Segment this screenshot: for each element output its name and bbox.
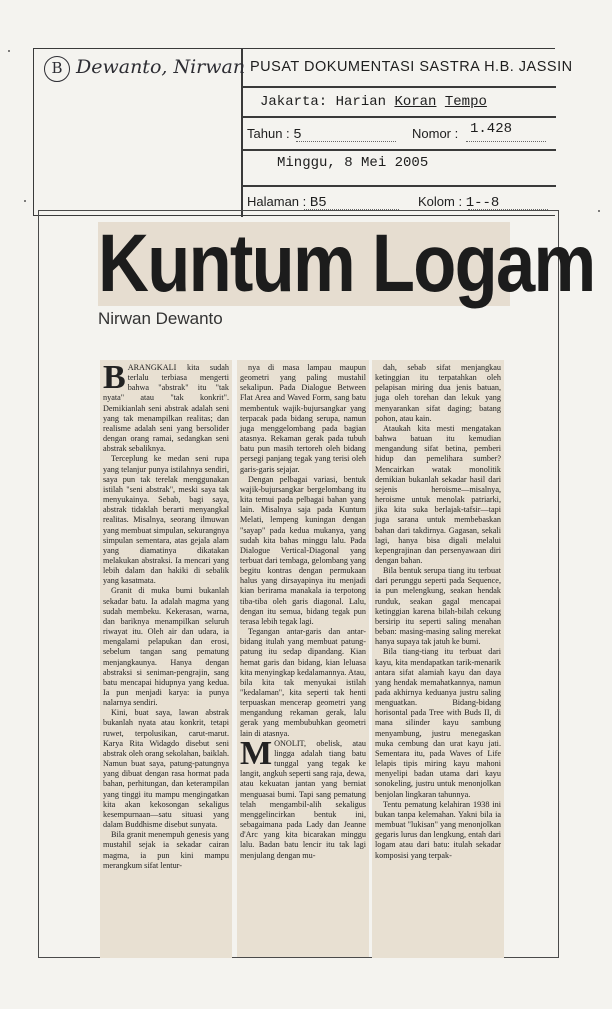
source-line — [260, 94, 487, 110]
archive-header-form — [33, 48, 573, 216]
issue-date: Minggu, 8 Mei 2005 — [277, 155, 429, 171]
article-column-2 — [237, 360, 369, 957]
halaman-value: B5 — [309, 195, 327, 211]
article-paragraph: Tegangan antar-garis dan antar-bidang itulah yang membuat patung-patung itu sedap dipandang. Kian hemat garis dan bidang, kian leluasa kita menyingkap kedalamannya. Atau, bila kita tak menyukai istilah "kedalaman", kita seperti tak henti terpuaskan mencerap geometri yang mengandung rekaman gerak, lalu gerak yang membubuhkan geometri lain di atasnya. — [240, 627, 366, 738]
article-paragraph: Tentu pematung kelahiran 1938 ini bukan tanpa kelemahan. Yakni bila ia membuat "lukisan" yang menonjolkan gegaris lurus dan lengkung, entah dari logam atau dari batu: itulah sekadar komposisi yang terpak- — [375, 799, 501, 860]
tahun-field — [247, 126, 302, 143]
dotted-line — [296, 141, 396, 142]
article-paragraph: Bila bentuk serupa tiang itu terbuat dari perunggu seperti pada Sequence, ia pun melengkung, seakan hendak runduk, seakan gagal mencapai ketinggian karena bilah-bilah cekung bersirip itu seperti saling menahan beban: masing-masing saling merekat hanya supaya tak jatuh ke bumi. — [375, 566, 501, 647]
source-city: Jakarta: — [260, 94, 328, 110]
form-rule — [241, 116, 556, 118]
article-author: Nirwan Dewanto — [98, 309, 223, 328]
article-paragraph: Kini, buat saya, lawan abstrak bukanlah nyata atau konkrit, tetapi ruwet, terpolusikan, carut-marut. Karya Rita Widagdo disebut seni abstrak oleh orang sekolahan, baiklah. Namun buat saya, patung-patungnya yang dibuat dengan rasa hormat pada bahan, perhitungan, dan keterampilan yang tinggi itu mampu mengingatkan kita akan kekosongan sekaligus kesempurnaan—satu situasi yang dalam Buddhisme disebut sunyata. — [103, 708, 229, 830]
nomor-value: 1.428 — [470, 121, 513, 137]
article-paragraph: Ataukah kita mesti mengatakan bahwa batuan itu kemudian mengandung sifat betina, pemberi hidup dan pemelihara sumber? Mencairkan watak monolitik demikian bukanlah sekadar hasil dari sejenis heroisme—misalnya, heroisme untuk menolak patriarki, jika kita suka berlajak-tafsir—tapi juga sarana untuk membebaskan bahan dari takdirnya. Gagasan, sekali lagi, hanya bisa digali melalui kepengrajinan dan persenyawaan diri dengan bahan. — [375, 423, 501, 565]
tahun-value: 5 — [293, 127, 302, 143]
paper-speck — [24, 200, 26, 202]
form-rule — [241, 86, 556, 88]
kolom-value: 1--8 — [465, 195, 500, 211]
institution-title: PUSAT DOKUMENTASI SASTRA H.B. JASSIN — [250, 59, 573, 75]
article-title: Kuntum Logam — [98, 218, 595, 309]
article-paragraph: dah, sebab sifat menjangkau ketinggian itu terpatahkan oleh pelapisan miring dua jenis batuan, juga oleh torehan dan lekuk yang menyarankan sifat daging; batang pohon, atau kain. — [375, 363, 501, 423]
article-paragraph: nya di masa lampau maupun geometri yang paling mustahil sekalipun. Pada Dialogue Between Flat Area and Waved Form, sang batu membentuk wajik-bujursangkar yang terpacak pada bidang serupa, namun juga menggelombang pada bagian atasnya. Rekaman gerak pada tubuh batu pun masih tertoreh oleh bidang persegi panjang tegak yang terisi oleh garis-garis sejajar. — [240, 363, 366, 474]
article-paragraph: Terceplung ke medan seni rupa yang telanjur punya istilahnya sendiri, saya pun tak terelak menggunakan istilah "seni abstrak", meski saya tak menyukainya. Sebab, bagi saya, abstrak tidaklah berarti menyangkal realitas. Misalnya, seorang ilmuwan yang membuat simpulan, sekurangnya simpulan sementara, atas gejala alam yang diamatinya dikatakan melakukan abstraksi. Ia mencari yang lebih dalam dan hakiki di sebalik yang kasatmata. — [103, 454, 229, 586]
dotted-line — [466, 141, 546, 142]
drop-cap: B — [103, 360, 126, 396]
tahun-label: Tahun : — [247, 126, 290, 141]
article-paragraph: Bila granit menempuh genesis yang mustahil sejak ia sekadar cairan magma, ia pun kini mampu merangkum sifat lentur- — [103, 830, 229, 870]
paper-speck — [598, 210, 600, 212]
nomor-label: Nomor : — [412, 126, 459, 141]
halaman-label: Halaman : — [247, 194, 307, 209]
handwritten-name: Dewanto, Nirwan — [76, 56, 246, 78]
source-paper: Koran — [394, 94, 437, 110]
source-paper-2: Tempo — [444, 94, 487, 110]
article-paragraph: Granit di muka bumi bukanlah sekadar batu. Ia adalah magma yang sudah membeku. Kekerasan, warna, dan bariknya menampilkan seluruh riwayat itu. Oleh air dan udara, ia mengalami pelapukan dan erosi, sebelum tangan sang pematung menjangkaunya. Hanya dengan abstraksi si seniman-pengrajin, sang batu mencapai hidupnya yang kedua. Ia pun menjadi karya: ia punya nalarnya sendiri. — [103, 586, 229, 708]
article-column-3 — [372, 360, 504, 958]
form-rule — [241, 185, 556, 187]
article-paragraph: Bila tiang-tiang itu terbuat dari kayu, kita mendapatkan tarik-menarik antara sifat alamiah kayu dan daya yang hendak memahatkannya, namun pada akhirnya keduanya justru saling menguatkan. Bidang-bidang horisontal pada Tree with Buds II, di mana silinder kayu sambung menyambung, justru menegaskan muka cembung dan urat kayu jati. Sementara itu, pada Waves of Life lelapis tipis miring kayu mahoni menyelipi badan utama dari kayu sonokeling, justru untuk menonjolkan benjolan lingkaran tahunnya. — [375, 647, 501, 799]
source-prefix: Harian — [335, 94, 387, 110]
article-paragraph: Dengan pelbagai variasi, bentuk wajik-bujursangkar bergelombang itu kita temui pada pelbagai bahan yang lain. Misalnya saja pada Kuntum Melati, lempeng kuningan dengan "sayap" pada kedua mukanya, yang sudah kita bahas minggu lalu. Pada Dialogue Vertical-Diagonal yang terbuat dari tembaga, gelombang yang begitu kontras dengan permukaan halus yang dirsayapinya itu menjadi kian berirama manakala ia terpotong tiba-tiba oleh garis diagonal. Lalu, dengan itu semua, bidang tegak pun terasa lebih tegak lagi. — [240, 474, 366, 626]
form-rule — [241, 149, 556, 151]
nomor-field — [412, 126, 458, 141]
article-paragraph: MONOLIT, obelisk, atau lingga adalah tiang batu tunggal yang tegak ke langit, angkuh seperti sang raja, dewa, atau kekuatan jantan yang berniat menguasai bumi. Tapi sang pematung telah mengambil-alih sekaligus menggelincirkan bentuk ini, sebagaimana pada Lady dan Jeanne d'Arc yang kita bicarakan minggu lalu. Badan batu lencir itu tak lagi menjulang dengan mu- — [240, 734, 366, 860]
article-column-1 — [100, 360, 232, 958]
handwritten-author — [44, 56, 245, 82]
drop-cap: M — [240, 734, 273, 772]
article-paragraph: BARANGKALI kita sudah terlalu terbiasa mengerti bahwa "abstrak" itu "tak nyata" atau "tak konkrit". Demikianlah seni abstrak adalah seni yang tak menampilkan realitas; dan realisme adalah seni yang bersolider dengan orang ramai, sedangkan seni abstrak sebaliknya. — [103, 360, 229, 454]
paper-speck — [8, 50, 10, 52]
kolom-label: Kolom : — [418, 194, 463, 209]
handwritten-letter: B — [44, 56, 70, 82]
